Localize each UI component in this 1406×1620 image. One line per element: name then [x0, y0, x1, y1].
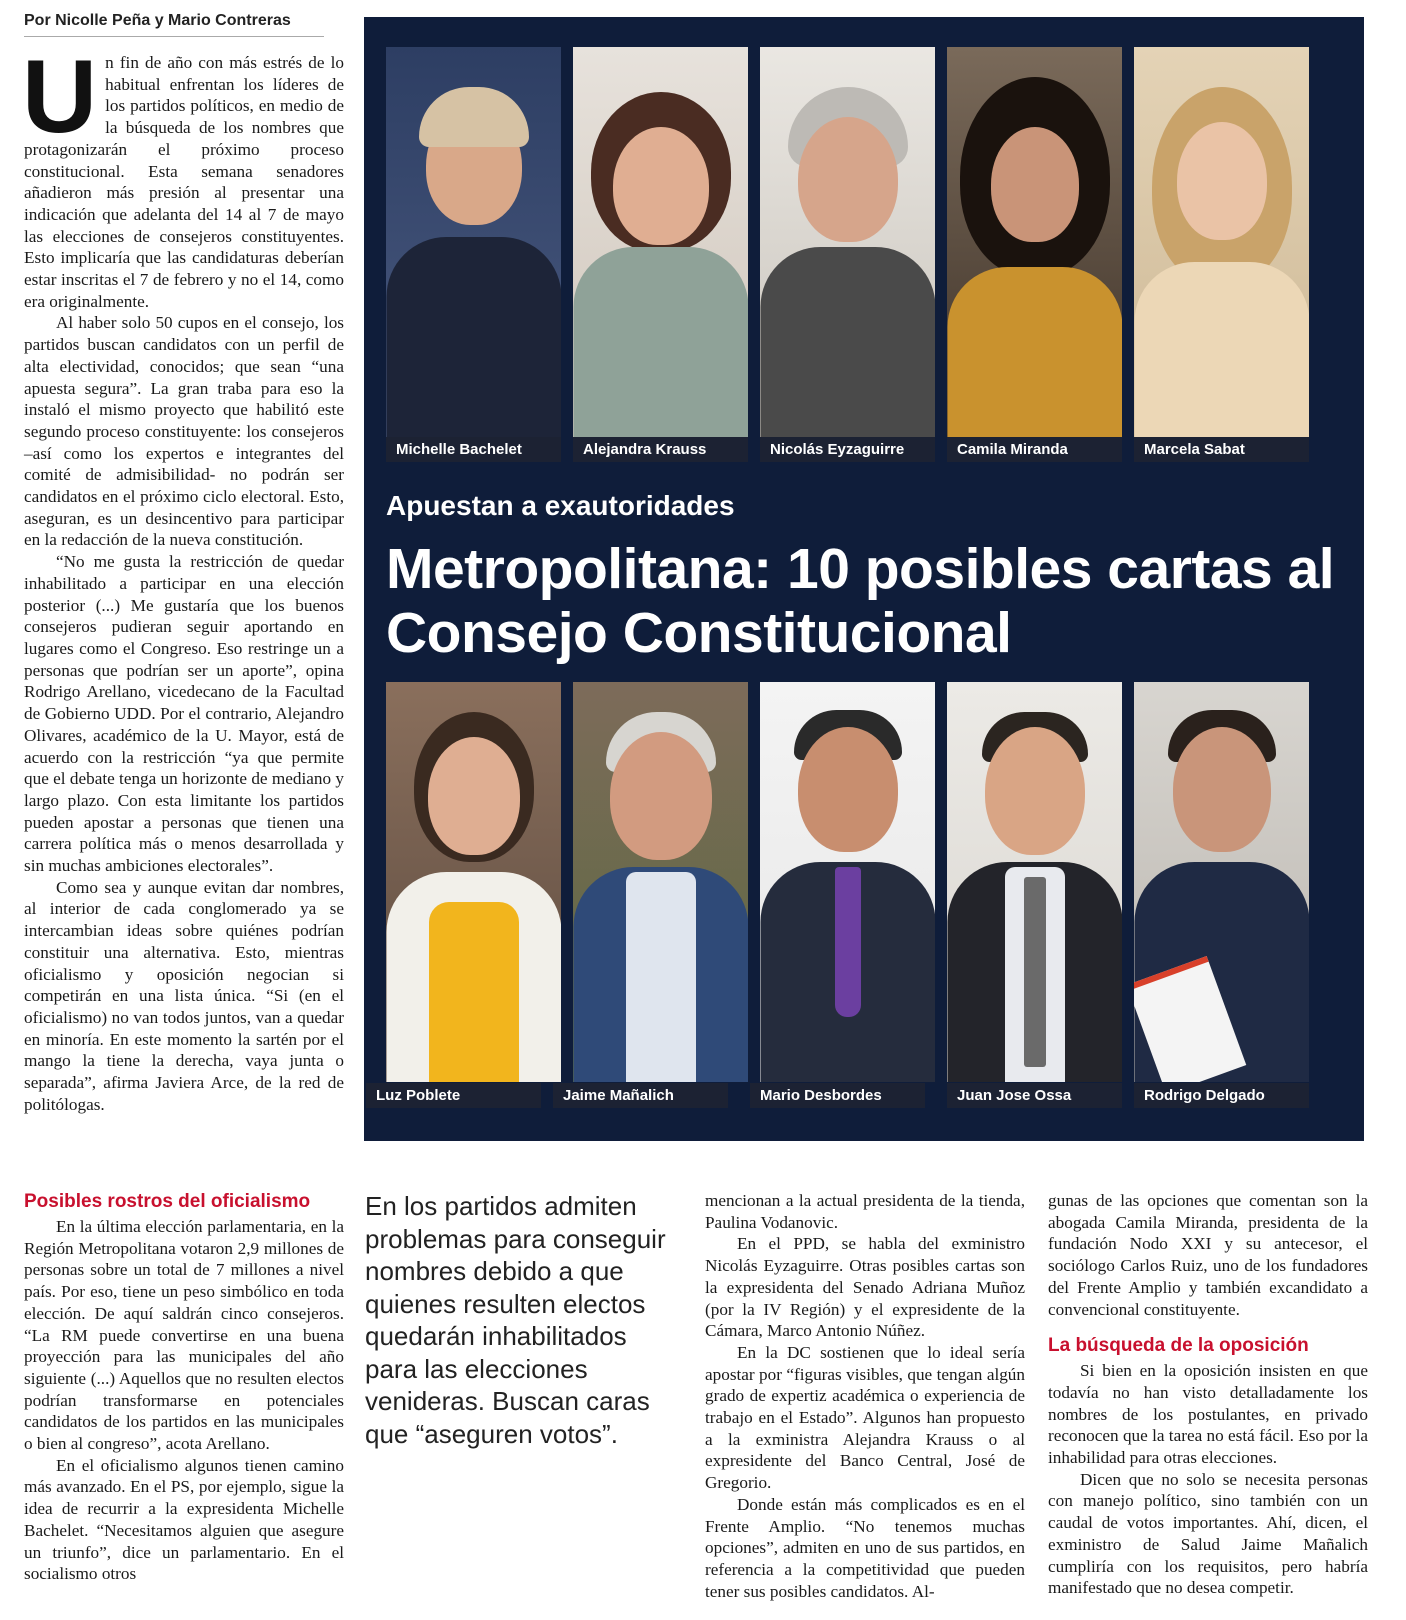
photo-juan-jose-ossa — [947, 682, 1122, 1082]
article-column-3 — [705, 1190, 1025, 1602]
kicker: Apuestan a exautoridades — [386, 490, 735, 521]
section-title: Posibles rostros del oficialismo — [24, 1191, 311, 1212]
caption-top-1: Michelle Bachelet — [386, 437, 561, 462]
paragraph: En la DC sostienen que lo ideal sería apostar por “figuras visibles, que tengan algún grado de expertiz académica o experiencia de trabajo en el Estado”. Algunos han propuesto a la exministra Alejandra Krauss o al expresidente del Banco Central, José de Gregorio. — [705, 1342, 1025, 1493]
caption-bottom-3: Mario Desbordes — [750, 1083, 925, 1108]
headline: Metropolitana: 10 posibles cartas al Consejo Constitucional — [386, 537, 1335, 665]
paragraph: Al haber solo 50 cupos en el consejo, los partidos buscan candidatos con un perfil de alta electividad, conocidos; que sean “una apuesta segura”. La gran traba para eso la instaló el mismo proyecto que habilitó este segundo proceso constituyente: los consejeros –así como los expertos e integrantes del comité de admisibilidad- no podrán ser candidatos en el próximo ciclo electoral. Esto, aseguran, es un desincentivo para participar en la redacción de la nueva constitución. — [24, 313, 344, 550]
paragraph: Si bien en la oposición insisten en que todavía no han visto detalladamente los nombres de los postulantes, en privado reconocen que la tarea no está fácil. Eso por la inhabilidad para otras elecciones. — [1048, 1361, 1368, 1468]
paragraph: Como sea y aunque evitan dar nombres, al interior de cada conglomerado ya se intercambian ideas sobre quiénes podrían constituir una alternativa. Esto, mientras oficialismo y oposición negocian si competirán en una lista única. “Si (en el oficialismo) no van todos juntos, van a quedar en minoría. En este momento la sartén por el mango la tiene la derecha, vaya junta o separada”, afirma Javiera Arce, de la red de politólogas. — [24, 877, 344, 1114]
photo-jaime-manalich — [573, 682, 748, 1082]
paragraph: gunas de las opciones que comentan son la abogada Camila Miranda, presidenta de la fundación Nodo XXI y su antecesor, el sociólogo Carlos Ruiz, uno de los fundadores del Frente Amplio y también excandidato a convencional constituyente. — [1048, 1191, 1368, 1319]
candidates-graphic — [364, 17, 1364, 1141]
paragraph: Dicen que no solo se necesita personas con manejo político, sino también con un caudal de votos importantes. Ahí, dicen, el exministro de Salud Jaime Mañalich cumpliría con los requisitos, pero habría manifestado que no desea competir. — [1048, 1469, 1368, 1598]
paragraph: “No me gusta la restricción de quedar inhabilitado a participar en una elección posterior (...) Me gustaría que los buenos consejeros pudieran seguir aportando en lugares como el Congreso. Eso restringe un a personas que podrían ser un aporte”, opina Rodrigo Arellano, vicedecano de la Facultad de Gobierno UDD. Por el contrario, Alejandro Olivares, académico de la U. Mayor, está de acuerdo con la restricción “ya que permite que el debate tenga un horizonte de mediano y largo plazo. Con esta limitante los partidos pueden apostar a personas que tienen una carrera política más o menos desarrollada y sin muchas ambiciones electorales”. — [24, 552, 344, 876]
photo-marcela-sabat — [1134, 47, 1309, 439]
article-column-1 — [22, 39, 344, 1115]
paragraph: En el oficialismo algunos tienen camino más avanzado. En el PS, por ejemplo, sigue la idea de recurrir a la expresidenta Michelle Bachelet. “Necesitamos alguien que asegure un triunfo”, dice un parlamentario. En el socialismo otros — [24, 1455, 344, 1584]
photo-alejandra-krauss — [573, 47, 748, 439]
photo-nicolas-eyzaguirre — [760, 47, 935, 439]
photo-rodrigo-delgado — [1134, 682, 1309, 1082]
photo-luz-poblete — [386, 682, 561, 1082]
photo-camila-miranda — [947, 47, 1122, 439]
byline: Por Nicolle Peña y Mario Contreras — [24, 12, 324, 37]
paragraph: mencionan a la actual presidenta de la tienda, Paulina Vodanovic. — [705, 1191, 1025, 1232]
caption-top-3: Nicolás Eyzaguirre — [760, 437, 935, 462]
paragraph: n fin de año con más estrés de lo habitual enfrentan los líderes de los partidos políticos, en medio de la búsqueda de los nombres que protagonizarán el próximo proceso constitucional. Esta semana senadores añadieron más presión al presentar una indicación que adelanta del 14 al 7 de mayo las elecciones de consejeros constituyentes. Esto implicaría que las candidaturas deberían estar inscritas el 7 de febrero y no el 14, como era originalmente. — [24, 53, 344, 311]
photo-michelle-bachelet — [386, 47, 561, 439]
photo-mario-desbordes — [760, 682, 935, 1082]
section-title: La búsqueda de la oposición — [1048, 1335, 1309, 1357]
drop-cap: U — [22, 39, 98, 155]
caption-bottom-1: Luz Poblete — [366, 1083, 541, 1108]
caption-top-4: Camila Miranda — [947, 437, 1122, 462]
caption-bottom-5: Rodrigo Delgado — [1134, 1083, 1309, 1108]
paragraph: En la última elección parlamentaria, en la Región Metropolitana votaron 2,9 millones de personas sobre un total de 7 millones a nivel país. Por eso, tiene un peso simbólico en toda elección. De aquí saldrán cinco consejeros. “La RM puede convertirse en una buena proyección para las municipales del año siguiente (...) Aquellos que no resulten electos podrían transformarse en potenciales candidatos de los partidos en las municipales o bien al congreso”, acota Arellano. — [24, 1217, 344, 1454]
paragraph: Donde están más complicados es en el Frente Amplio. “No tenemos muchas opciones”, admiten en uno de sus partidos, en referencia a la competitividad que pueden tener sus posibles candidatos. Al- — [705, 1494, 1025, 1601]
caption-top-2: Alejandra Krauss — [573, 437, 748, 462]
caption-bottom-2: Jaime Mañalich — [553, 1083, 728, 1108]
pull-quote: En los partidos admiten problemas para conseguir nombres debido a que quienes resulten electos quedarán inhabilitados para las elecciones venideras. Buscan caras que “aseguren votos”. — [365, 1191, 666, 1449]
caption-bottom-4: Juan Jose Ossa — [947, 1083, 1122, 1108]
article-column-lower-1 — [24, 1190, 344, 1585]
article-column-4 — [1048, 1190, 1368, 1599]
caption-top-5: Marcela Sabat — [1134, 437, 1309, 462]
paragraph: En el PPD, se habla del exministro Nicolás Eyzaguirre. Otras posibles cartas son la expresidenta del Senado Adriana Muñoz (por la IV Región) y el expresidente de la Cámara, Marco Antonio Núñez. — [705, 1234, 1025, 1341]
